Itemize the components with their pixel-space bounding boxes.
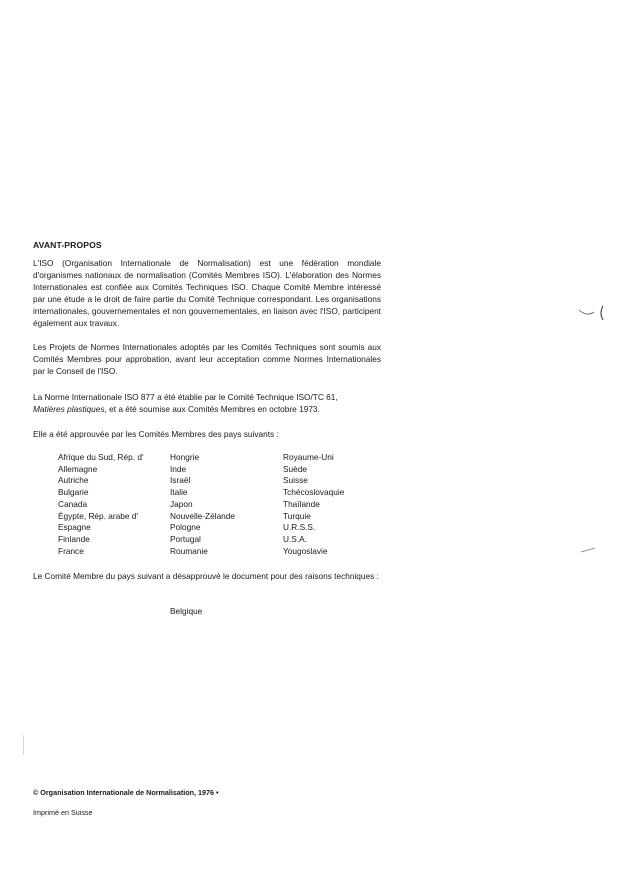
- approving-countries-list: [58, 452, 388, 557]
- country-item: Afrique du Sud, Rép. d': [58, 452, 144, 462]
- country-item: Yougoslavie: [283, 545, 328, 556]
- countries-column-3: [283, 452, 388, 557]
- country-item: Roumanie: [170, 545, 208, 556]
- disapproving-country: Belgique: [170, 606, 203, 616]
- country-item: Finlande: [58, 533, 90, 544]
- country-item: Tchécoslovaquie: [283, 487, 345, 498]
- country-item: Autriche: [58, 475, 89, 486]
- paragraph-standard-origin-part2: , et a été soumise aux Comités Membres en octobre 1973.: [104, 404, 320, 415]
- country-item: Turquie: [283, 510, 311, 521]
- paragraph-standard-origin: [33, 391, 381, 415]
- paragraph-standard-origin-part1: La Norme Internationale ISO 877 a été établie par le Comité Technique ISO/TC 61,: [33, 392, 338, 402]
- scan-mark-right-lower: [580, 546, 596, 554]
- paragraph-draft-standards: Les Projets de Normes Internationales adoptés par les Comités Techniques sont soumis aux Comités Membres pour approbation, avant leur acceptation comme Normes Internationales par le Conseil de l'ISO.: [33, 342, 381, 377]
- countries-column-1: [58, 452, 170, 557]
- country-item: Inde: [170, 463, 187, 474]
- paragraph-standard-origin-subject: Matières plastiques: [33, 404, 105, 415]
- printed-in-notice: Imprimé en Suisse: [33, 808, 93, 817]
- country-item: Nouvelle-Zélande: [170, 510, 236, 521]
- country-item: Pologne: [170, 522, 201, 533]
- scan-mark-right-upper: [578, 308, 596, 318]
- country-item: Suisse: [283, 475, 308, 486]
- paragraph-approval-intro: Elle a été approuvée par les Comités Membres des pays suivants :: [33, 429, 279, 439]
- country-item: Israël: [170, 475, 191, 486]
- section-heading: AVANT-PROPOS: [33, 240, 102, 250]
- country-item: U.R.S.S.: [283, 522, 316, 533]
- country-item: Portugal: [170, 533, 201, 544]
- country-item: U.S.A.: [283, 533, 307, 544]
- country-item: Canada: [58, 498, 88, 509]
- country-item: Hongrie: [170, 452, 200, 462]
- country-item: Italie: [170, 487, 188, 498]
- country-item: Royaume-Uni: [283, 452, 334, 462]
- country-item: Suède: [283, 463, 307, 474]
- scan-mark-paren: [598, 305, 606, 321]
- copyright-notice: © Organisation Internationale de Normalisation, 1976 •: [33, 788, 219, 797]
- paragraph-iso-intro: L'ISO (Organisation Internationale de Normalisation) est une fédération mondiale d'organismes nationaux de normalisation (Comités Membres ISO). L'élaboration des Normes Internationales est confiée aux Comités Techniques ISO. Chaque Comité Membre intéressé par une étude a le droit de faire partie du Comité Technique correspondant. Les organisations internationales, gouvernementales et non gouvernementales, en liaison avec l'ISO, participent également aux travaux.: [33, 258, 381, 329]
- country-item: Japon: [170, 498, 193, 509]
- country-item: Thaïlande: [283, 498, 320, 509]
- country-item: Allemagne: [58, 463, 98, 474]
- scan-mark-left: [23, 735, 24, 755]
- country-item: Bulgarie: [58, 487, 89, 498]
- countries-column-2: [170, 452, 283, 557]
- country-item: France: [58, 545, 84, 556]
- country-item: Égypte, Rép. arabe d': [58, 510, 138, 521]
- paragraph-disapproval-intro: Le Comité Membre du pays suivant a désapprouvé le document pour des raisons techniques :: [33, 571, 379, 581]
- country-item: Espagne: [58, 522, 91, 533]
